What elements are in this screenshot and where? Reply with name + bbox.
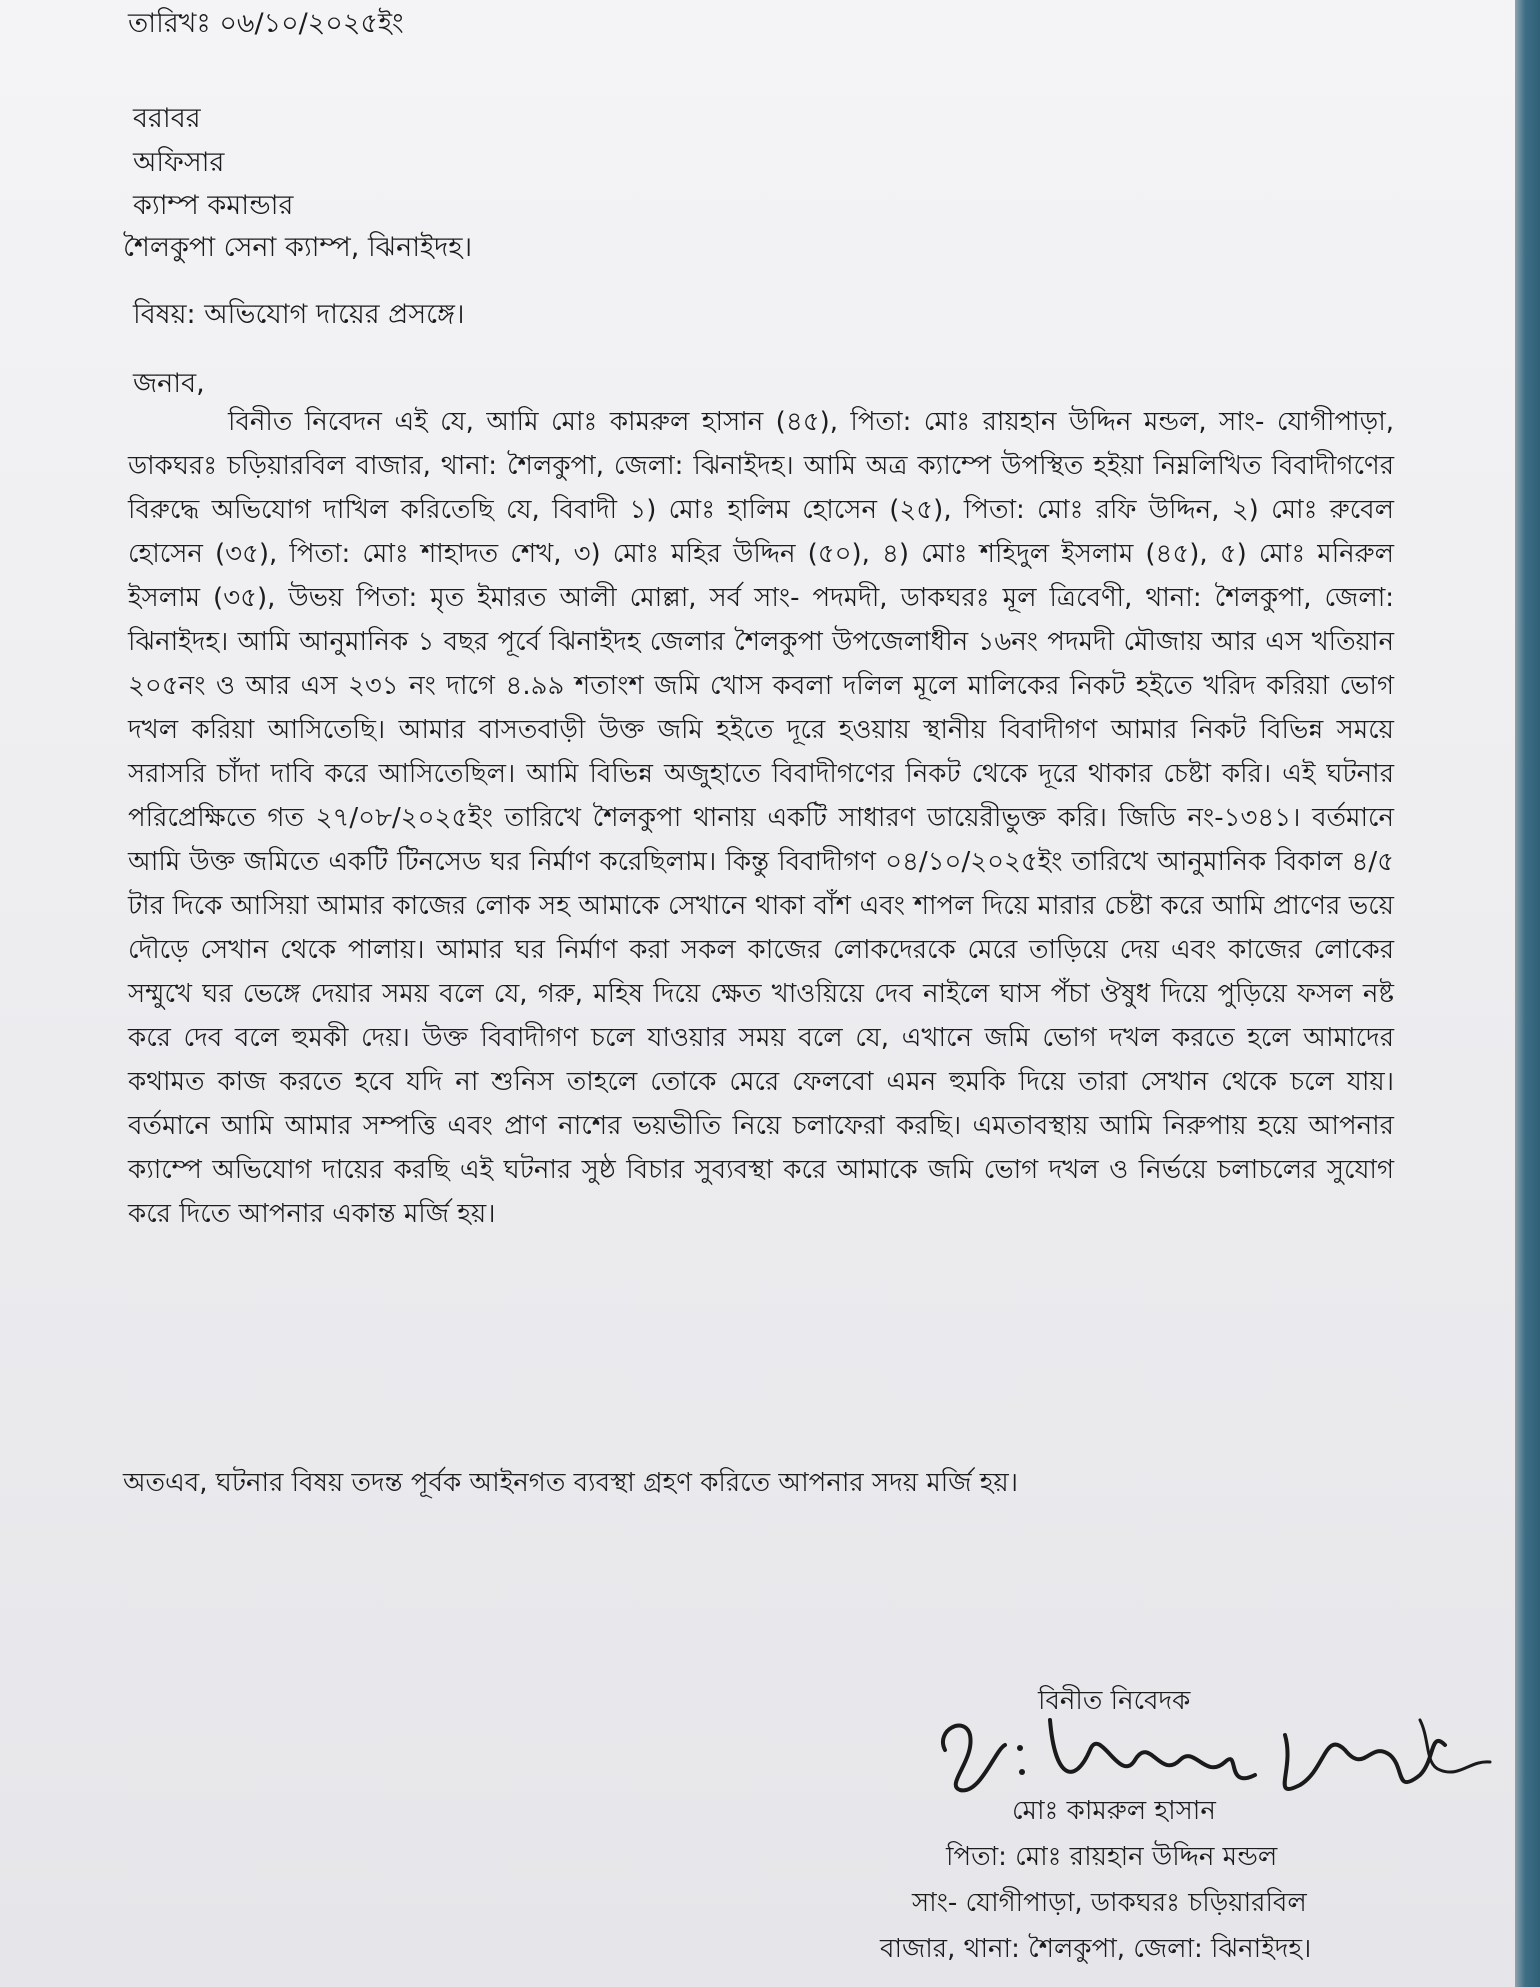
- handwritten-signature: [925, 1686, 1495, 1810]
- sender-address-line1: সাং- যোগীপাড়া, ডাকঘরঃ চড়িয়ারবিল: [912, 1888, 1307, 1918]
- letter-greeting: জনাব,: [133, 368, 205, 399]
- sign-off: বিনীত নিবেদক: [1038, 1686, 1191, 1716]
- background-edge: [1515, 0, 1540, 1987]
- letter-body: বিনীত নিবেদন এই যে, আমি মোঃ কামরুল হাসান (৪৫), পিতা: মোঃ রায়হান উদ্দিন মন্ডল, সাং- যোগীপাড়া, ডাকঘরঃ চড়িয়ারবিল বাজার, থানা: শৈলকুপা, জেলা: ঝিনাইদহ। আমি অত্র ক্যাম্পে উপস্থিত হইয়া নিম্নলিখিত বিবাদীগণের বিরুদ্ধে অভিযোগ দাখিল করিতেছি যে, বিবাদী ১) মোঃ হালিম হোসেন (২৫), পিতা: মোঃ রফি উদ্দিন, ২) মোঃ রুবেল হোসেন (৩৫), পিতা: মোঃ শাহাদত শেখ, ৩) মোঃ মহির উদ্দিন (৫০), ৪) মোঃ শহিদুল ইসলাম (৪৫), ৫) মোঃ মনিরুল ইসলাম (৩৫), উভয় পিতা: মৃত ইমারত আলী মোল্লা, সর্ব সাং- পদমদী, ডাকঘরঃ মূল ত্রিবেণী, থানা: শৈলকুপা, জেলা: ঝিনাইদহ। আমি আনুমানিক ১ বছর পূর্বে ঝিনাইদহ জেলার শৈলকুপা উপজেলাধীন ১৬নং পদমদী মৌজায় আর এস খতিয়ান ২০৫নং ও আর এস ২৩১ নং দাগে ৪.৯৯ শতাংশ জমি খোস কবলা দলিল মূলে মালিকের নিকট হইতে খরিদ করিয়া ভোগ দখল করিয়া আসিতেছি। আমার বাসতবাড়ী উক্ত জমি হইতে দূরে হওয়ায় স্থানীয় বিবাদীগণ আমার নিকট বিভিন্ন সময়ে সরাসরি চাঁদা দাবি করে আসিতেছিল। আমি বিভিন্ন অজুহাতে বিবাদীগণের নিকট থেকে দূরে থাকার চেষ্টা করি। এই ঘটনার পরিপ্রেক্ষিতে গত ২৭/০৮/২০২৫ইং তারিখে শৈলকুপা থানায় একটি সাধারণ ডায়েরীভুক্ত করি। জিডি নং-১৩৪১। বর্তমানে আমি উক্ত জমিতে একটি টিনসেড ঘর নির্মাণ করেছিলাম। কিন্তু বিবাদীগণ ০৪/১০/২০২৫ইং তারিখে আনুমানিক বিকাল ৪/৫ টার দিকে আসিয়া আমার কাজের লোক সহ আমাকে সেখানে থাকা বাঁশ এবং শাপল দিয়ে মারার চেষ্টা করে আমি প্রাণের ভয়ে দৌড়ে সেখান থেকে পালায়। আমার ঘর নির্মাণ করা সকল কাজের লোকদেরকে মেরে তাড়িয়ে দেয় এবং কাজের লোকের সম্মুখে ঘর ভেঙ্গে দেয়ার সময় বলে যে, গরু, মহিষ দিয়ে ক্ষেত খাওয়িয়ে দেব নাইলে ঘাস পঁচা ঔষুধ দিয়ে পুড়িয়ে ফসল নষ্ট করে দেব বলে হুমকী দেয়। উক্ত বিবাদীগণ চলে যাওয়ার সময় বলে যে, এখানে জমি ভোগ দখল করতে হলে আমাদের কথামত কাজ করতে হবে যদি না শুনিস তাহলে তোকে মেরে ফেলবো এমন হুমকি দিয়ে তারা সেখান থেকে চলে যায়। বর্তমানে আমি আমার সম্পত্তি এবং প্রাণ নাশের ভয়ভীতি নিয়ে চলাফেরা করছি। এমতাবস্থায় আমি নিরুপায় হয়ে আপনার ক্যাম্পে অভিযোগ দায়ের করছি এই ঘটনার সুষ্ঠ বিচার সুব্যবস্থা করে আমাকে জমি ভোগ দখল ও নির্ভয়ে চলাচলের সুযোগ করে দিতে আপনার একান্ত মর্জি হয়।: [128, 407, 1394, 1229]
- recipient-salutation: বরাবর: [133, 103, 201, 134]
- letter-date: তারিখঃ ০৬/১০/২০২৫ইং: [128, 8, 404, 39]
- recipient-place: শৈলকুপা সেনা ক্যাম্প, ঝিনাইদহ।: [123, 232, 473, 263]
- sender-father: পিতা: মোঃ রায়হান উদ্দিন মন্ডল: [946, 1842, 1278, 1872]
- recipient-title: অফিসার: [133, 147, 225, 178]
- letter-closing: অতএব, ঘটনার বিষয় তদন্ত পূর্বক আইনগত ব্যবস্থা গ্রহণ করিতে আপনার সদয় মর্জি হয়।: [123, 1468, 1019, 1498]
- recipient-role: ক্যাম্প কমান্ডার: [133, 190, 294, 221]
- sender-name: মোঃ কামরুল হাসান: [1012, 1796, 1216, 1826]
- letter-subject: বিষয়: অভিযোগ দায়ের প্রসঙ্গে।: [133, 299, 465, 330]
- sender-address-line2: বাজার, থানা: শৈলকুপা, জেলা: ঝিনাইদহ।: [880, 1934, 1312, 1964]
